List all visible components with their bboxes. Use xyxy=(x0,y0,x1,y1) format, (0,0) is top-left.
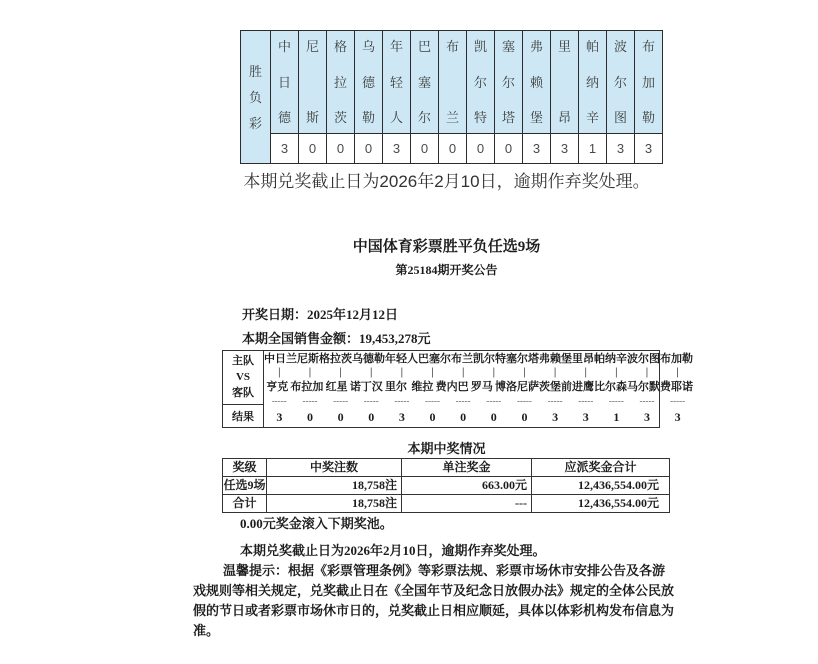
team-name: 帕 纳 辛 xyxy=(579,31,606,134)
score-mark: ----- xyxy=(516,396,532,406)
result-column xyxy=(578,31,606,163)
result-column xyxy=(466,31,494,163)
score-mark: ----- xyxy=(302,396,318,406)
team-name: 波 尔 图 xyxy=(607,31,634,134)
score-mark: ----- xyxy=(271,396,287,406)
score-mark: ----- xyxy=(578,396,594,406)
home-team: 里昂 xyxy=(572,353,594,365)
away-team: 罗马 xyxy=(470,381,493,393)
match-result: 0 xyxy=(306,410,313,424)
team-name: 布 加 勒 xyxy=(635,31,662,134)
result-column xyxy=(354,31,382,163)
match-result: 0 xyxy=(490,410,497,424)
vs-mark: | xyxy=(553,366,557,378)
match-table-grid xyxy=(264,351,693,427)
result-value: 0 xyxy=(336,141,345,156)
home-label: 主队 xyxy=(232,354,254,367)
team-name: 中 日 德 xyxy=(271,31,298,134)
home-team: 中日兰 xyxy=(264,353,297,365)
home-team: 凯尔特 xyxy=(473,353,506,365)
vs-label: VS xyxy=(235,370,251,383)
match-result: 0 xyxy=(368,410,375,424)
single-prize: --- xyxy=(401,495,531,512)
vs-mark: | xyxy=(339,366,342,378)
prize-table-row xyxy=(223,476,669,494)
score-mark: ----- xyxy=(486,396,502,406)
match-result: 0 xyxy=(460,410,467,424)
score-mark: ----- xyxy=(608,396,624,406)
home-vs-away-label xyxy=(223,351,263,405)
result-column xyxy=(438,31,466,163)
vs-mark: | xyxy=(431,366,434,378)
away-team: 里尔 xyxy=(385,381,408,393)
vs-mark: | xyxy=(584,366,587,378)
sales-amount-line: 本期全国销售金额：19,453,278元 xyxy=(242,331,431,346)
team-name: 里 昂 xyxy=(551,31,578,134)
score-mark: ----- xyxy=(455,396,471,406)
col-header-level: 奖级 xyxy=(232,460,257,474)
single-prize: 663.00元 xyxy=(401,477,531,494)
away-label: 客队 xyxy=(232,387,254,400)
result-value: 3 xyxy=(532,141,541,156)
away-team: 亨克 xyxy=(266,381,289,393)
prize-level: 合计 xyxy=(232,496,257,510)
team-name: 巴 塞 尔 xyxy=(411,31,438,134)
team-name: 格 拉 茨 xyxy=(327,31,354,134)
score-mark: ----- xyxy=(333,396,349,406)
home-team: 巴塞尔 xyxy=(418,353,451,365)
vs-mark: | xyxy=(461,366,465,378)
away-team: 马尔默 xyxy=(627,381,661,393)
away-team: 诺丁汉 xyxy=(349,381,383,393)
away-team: 萨茨堡 xyxy=(528,381,562,393)
match-result: 3 xyxy=(276,410,283,424)
team-name: 尼 斯 xyxy=(299,31,326,134)
result-value: 0 xyxy=(364,141,373,156)
col-header-single-prize: 单注奖金 xyxy=(401,459,531,476)
prize-table-header-row xyxy=(223,459,669,476)
result-value: 0 xyxy=(504,141,513,156)
total-prize: 12,436,554.00元 xyxy=(531,495,669,512)
result-value: 3 xyxy=(560,141,569,156)
result-label: 结果 xyxy=(232,411,254,423)
away-team: 费耶诺 xyxy=(660,381,694,393)
col-header-total-prize: 应派奖金合计 xyxy=(531,459,669,476)
announcement-title: 中国体育彩票胜平负任选9场 xyxy=(352,239,541,255)
score-mark: ----- xyxy=(639,396,655,406)
vs-mark: | xyxy=(400,366,404,378)
result-column xyxy=(410,31,438,163)
home-team: 布加勒 xyxy=(660,353,693,365)
match-result: 3 xyxy=(398,410,405,424)
score-mark: ----- xyxy=(547,396,563,406)
announcement-subtitle: 第25184期开奖公告 xyxy=(395,263,498,277)
match-result: 0 xyxy=(337,410,344,424)
team-name: 布 兰 xyxy=(439,31,466,134)
result-column xyxy=(634,31,662,163)
match-table-row-labels xyxy=(223,351,264,427)
away-teams-row xyxy=(264,380,693,397)
result-value: 3 xyxy=(644,141,653,156)
result-value: 0 xyxy=(420,141,429,156)
result-column xyxy=(606,31,634,163)
result-column xyxy=(494,31,522,163)
home-team: 乌德勒 xyxy=(352,353,385,365)
match-result: 3 xyxy=(582,410,589,424)
home-team: 尼斯 xyxy=(297,353,319,365)
vs-mark: | xyxy=(492,366,496,378)
rollover-line: 0.00元奖金滚入下期奖池。 xyxy=(240,516,393,531)
result-value: 0 xyxy=(308,141,317,156)
result-column xyxy=(382,31,410,163)
home-team: 格拉茨 xyxy=(319,353,352,365)
shengfucai-results-table xyxy=(240,30,663,164)
home-team: 布兰 xyxy=(451,353,473,365)
total-prize: 12,436,554.00元 xyxy=(531,477,669,494)
result-value: 3 xyxy=(392,141,401,156)
result-column xyxy=(326,31,354,163)
shengfucai-table-label: 胜 负 彩 xyxy=(241,31,271,163)
away-team: 维拉 xyxy=(411,381,434,393)
vs-mark: | xyxy=(645,366,649,378)
away-team: 前进鹰 xyxy=(561,381,595,393)
result-column xyxy=(298,31,326,163)
home-team: 年轻人 xyxy=(385,353,418,365)
away-team: 费内巴 xyxy=(435,381,469,393)
match-result: 0 xyxy=(521,410,528,424)
away-team: 比尔森 xyxy=(594,381,628,393)
home-team: 塞尔塔 xyxy=(506,353,539,365)
vs-mark: | xyxy=(278,366,281,378)
col-header-count: 中奖注数 xyxy=(266,459,401,476)
draw-date-line: 开奖日期：2025年12月12日 xyxy=(242,307,399,322)
result-column xyxy=(550,31,578,163)
score-mark: ----- xyxy=(394,396,410,406)
team-name: 年 轻 人 xyxy=(383,31,410,134)
score-mark: ----- xyxy=(363,396,379,406)
result-column xyxy=(271,31,298,163)
result-value: 1 xyxy=(588,141,597,156)
away-team: 红星 xyxy=(325,381,348,393)
team-name: 凯 尔 特 xyxy=(467,31,494,134)
score-placeholder-row xyxy=(264,397,693,407)
result-value: 3 xyxy=(616,141,625,156)
vs-mark: | xyxy=(615,366,618,378)
deadline-line: 本期兑奖截止日为2026年2月10日，逾期作弃奖处理。 xyxy=(240,543,546,558)
team-name: 塞 尔 塔 xyxy=(495,31,522,134)
away-team: 博洛尼 xyxy=(495,381,529,393)
home-team: 弗赖堡 xyxy=(539,353,572,365)
match-result: 0 xyxy=(429,410,436,424)
vs-mark: | xyxy=(676,366,679,378)
match-result: 1 xyxy=(613,410,620,424)
match-result: 3 xyxy=(674,410,681,424)
home-team: 波尔图 xyxy=(627,353,660,365)
match-result: 3 xyxy=(644,410,650,424)
result-column xyxy=(522,31,550,163)
vs-mark: | xyxy=(308,366,312,378)
prize-level: 任选9场 xyxy=(223,478,266,492)
result-value: 0 xyxy=(448,141,457,156)
tips-paragraph: 温馨提示：根据《彩票管理条例》等彩票法规、彩票市场休市安排公告及各游戏规则等相关规定，兑奖截止日在《全国年节及纪念日放假办法》规定的全体公民放假的节日或者彩票市场休市日的，兑奖截止日相应顺延，具体以体彩机构发布信息为准。 xyxy=(193,563,675,638)
results-row xyxy=(264,407,693,427)
home-teams-row xyxy=(264,351,693,367)
away-team: 布拉加 xyxy=(290,381,324,393)
match-result: 3 xyxy=(552,410,559,424)
prize-table-row xyxy=(223,494,669,512)
score-mark: ----- xyxy=(670,396,686,406)
home-team: 帕纳辛 xyxy=(594,353,627,365)
result-value: 0 xyxy=(476,141,485,156)
winning-section-title: 本期中奖情况 xyxy=(407,441,486,456)
result-value: 3 xyxy=(280,141,289,156)
winner-count: 18,758注 xyxy=(266,477,401,494)
vs-mark: | xyxy=(370,366,373,378)
prize-table xyxy=(222,458,670,513)
score-mark: ----- xyxy=(425,396,441,406)
vs-mark: | xyxy=(523,366,526,378)
winner-count: 18,758注 xyxy=(266,495,401,512)
team-name: 乌 德 勒 xyxy=(355,31,382,134)
vs-separator-row xyxy=(264,367,693,380)
team-name: 弗 赖 堡 xyxy=(523,31,550,134)
match-list-table xyxy=(222,350,694,428)
deadline-notice: 本期兑奖截止日为2026年2月10日，逾期作弃奖处理。 xyxy=(243,172,650,191)
